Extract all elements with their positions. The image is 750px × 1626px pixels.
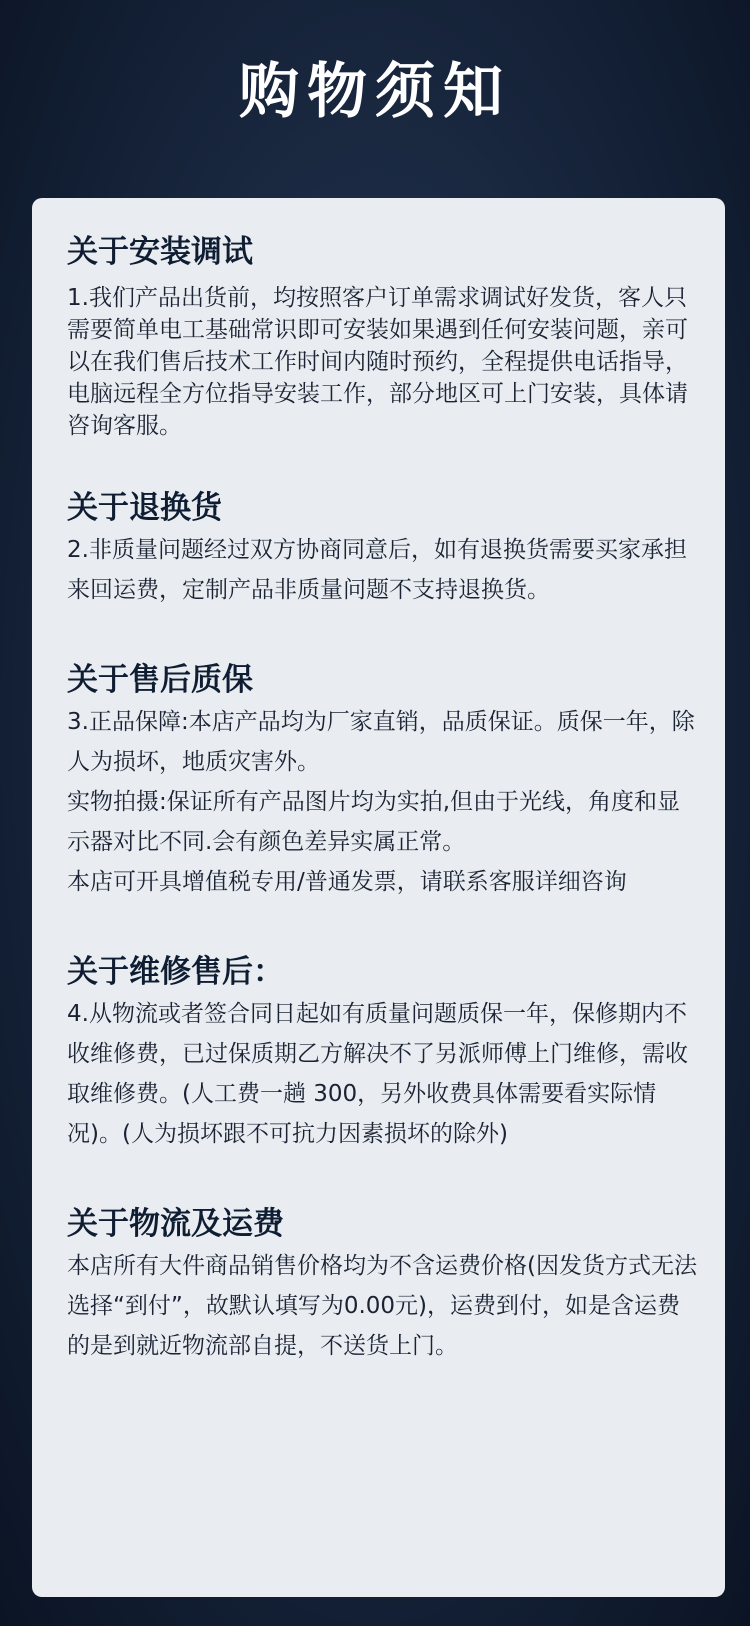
section-body — [67, 994, 699, 1154]
section-body — [67, 282, 699, 442]
section-shipping — [67, 1202, 699, 1366]
section-body — [67, 702, 699, 902]
section-paragraph: 本店所有大件商品销售价格均为不含运费价格(因发货方式无法选择“到付”，故默认填写为0.00元)，运费到付，如是含运费的是到就近物流部自提，不送货上门。 — [67, 1253, 697, 1359]
section-paragraph: 3.正品保障:本店产品均为厂家直销，品质保证。质保一年，除人为损坏，地质灾害外。 — [67, 709, 695, 775]
section-warranty — [67, 658, 699, 902]
section-paragraph: 2.非质量问题经过双方协商同意后，如有退换货需要买家承担来回运费，定制产品非质量问题不支持退换货。 — [67, 537, 687, 603]
section-heading: 关于安装调试 — [67, 234, 253, 270]
section-installation — [67, 230, 699, 442]
section-returns — [67, 486, 699, 610]
section-heading: 关于退换货 — [67, 490, 222, 526]
section-heading: 关于售后质保 — [67, 662, 253, 698]
section-body — [67, 1246, 699, 1366]
section-paragraph: 1.我们产品出货前，均按照客户订单需求调试好发货，客人只需要简单电工基础常识即可安装如果遇到任何安装问题，亲可以在我们售后技术工作时间内随时预约，全程提供电话指导，电脑远程全方位指导安装工作，部分地区可上门安装，具体请咨询客服。 — [67, 285, 688, 439]
section-heading: 关于维修售后： — [67, 954, 284, 990]
section-paragraph: 实物拍摄:保证所有产品图片均为实拍,但由于光线，角度和显示器对比不同.会有颜色差异实属正常。 — [67, 789, 681, 855]
page-title: 购物须知 — [239, 57, 511, 127]
shopping-notice-card — [32, 198, 725, 1597]
section-body — [67, 530, 699, 610]
section-paragraph: 本店可开具增值税专用/普通发票，请联系客服详细咨询 — [67, 869, 627, 895]
section-repair — [67, 950, 699, 1154]
section-heading: 关于物流及运费 — [67, 1206, 284, 1242]
section-paragraph: 4.从物流或者签合同日起如有质量问题质保一年，保修期内不收维修费，已过保质期乙方解决不了另派师傅上门维修，需收取维修费。(人工费一趟 300，另外收费具体需要看实际情况)。(人为损坏跟不可抗力因素损坏的除外) — [67, 1001, 688, 1147]
